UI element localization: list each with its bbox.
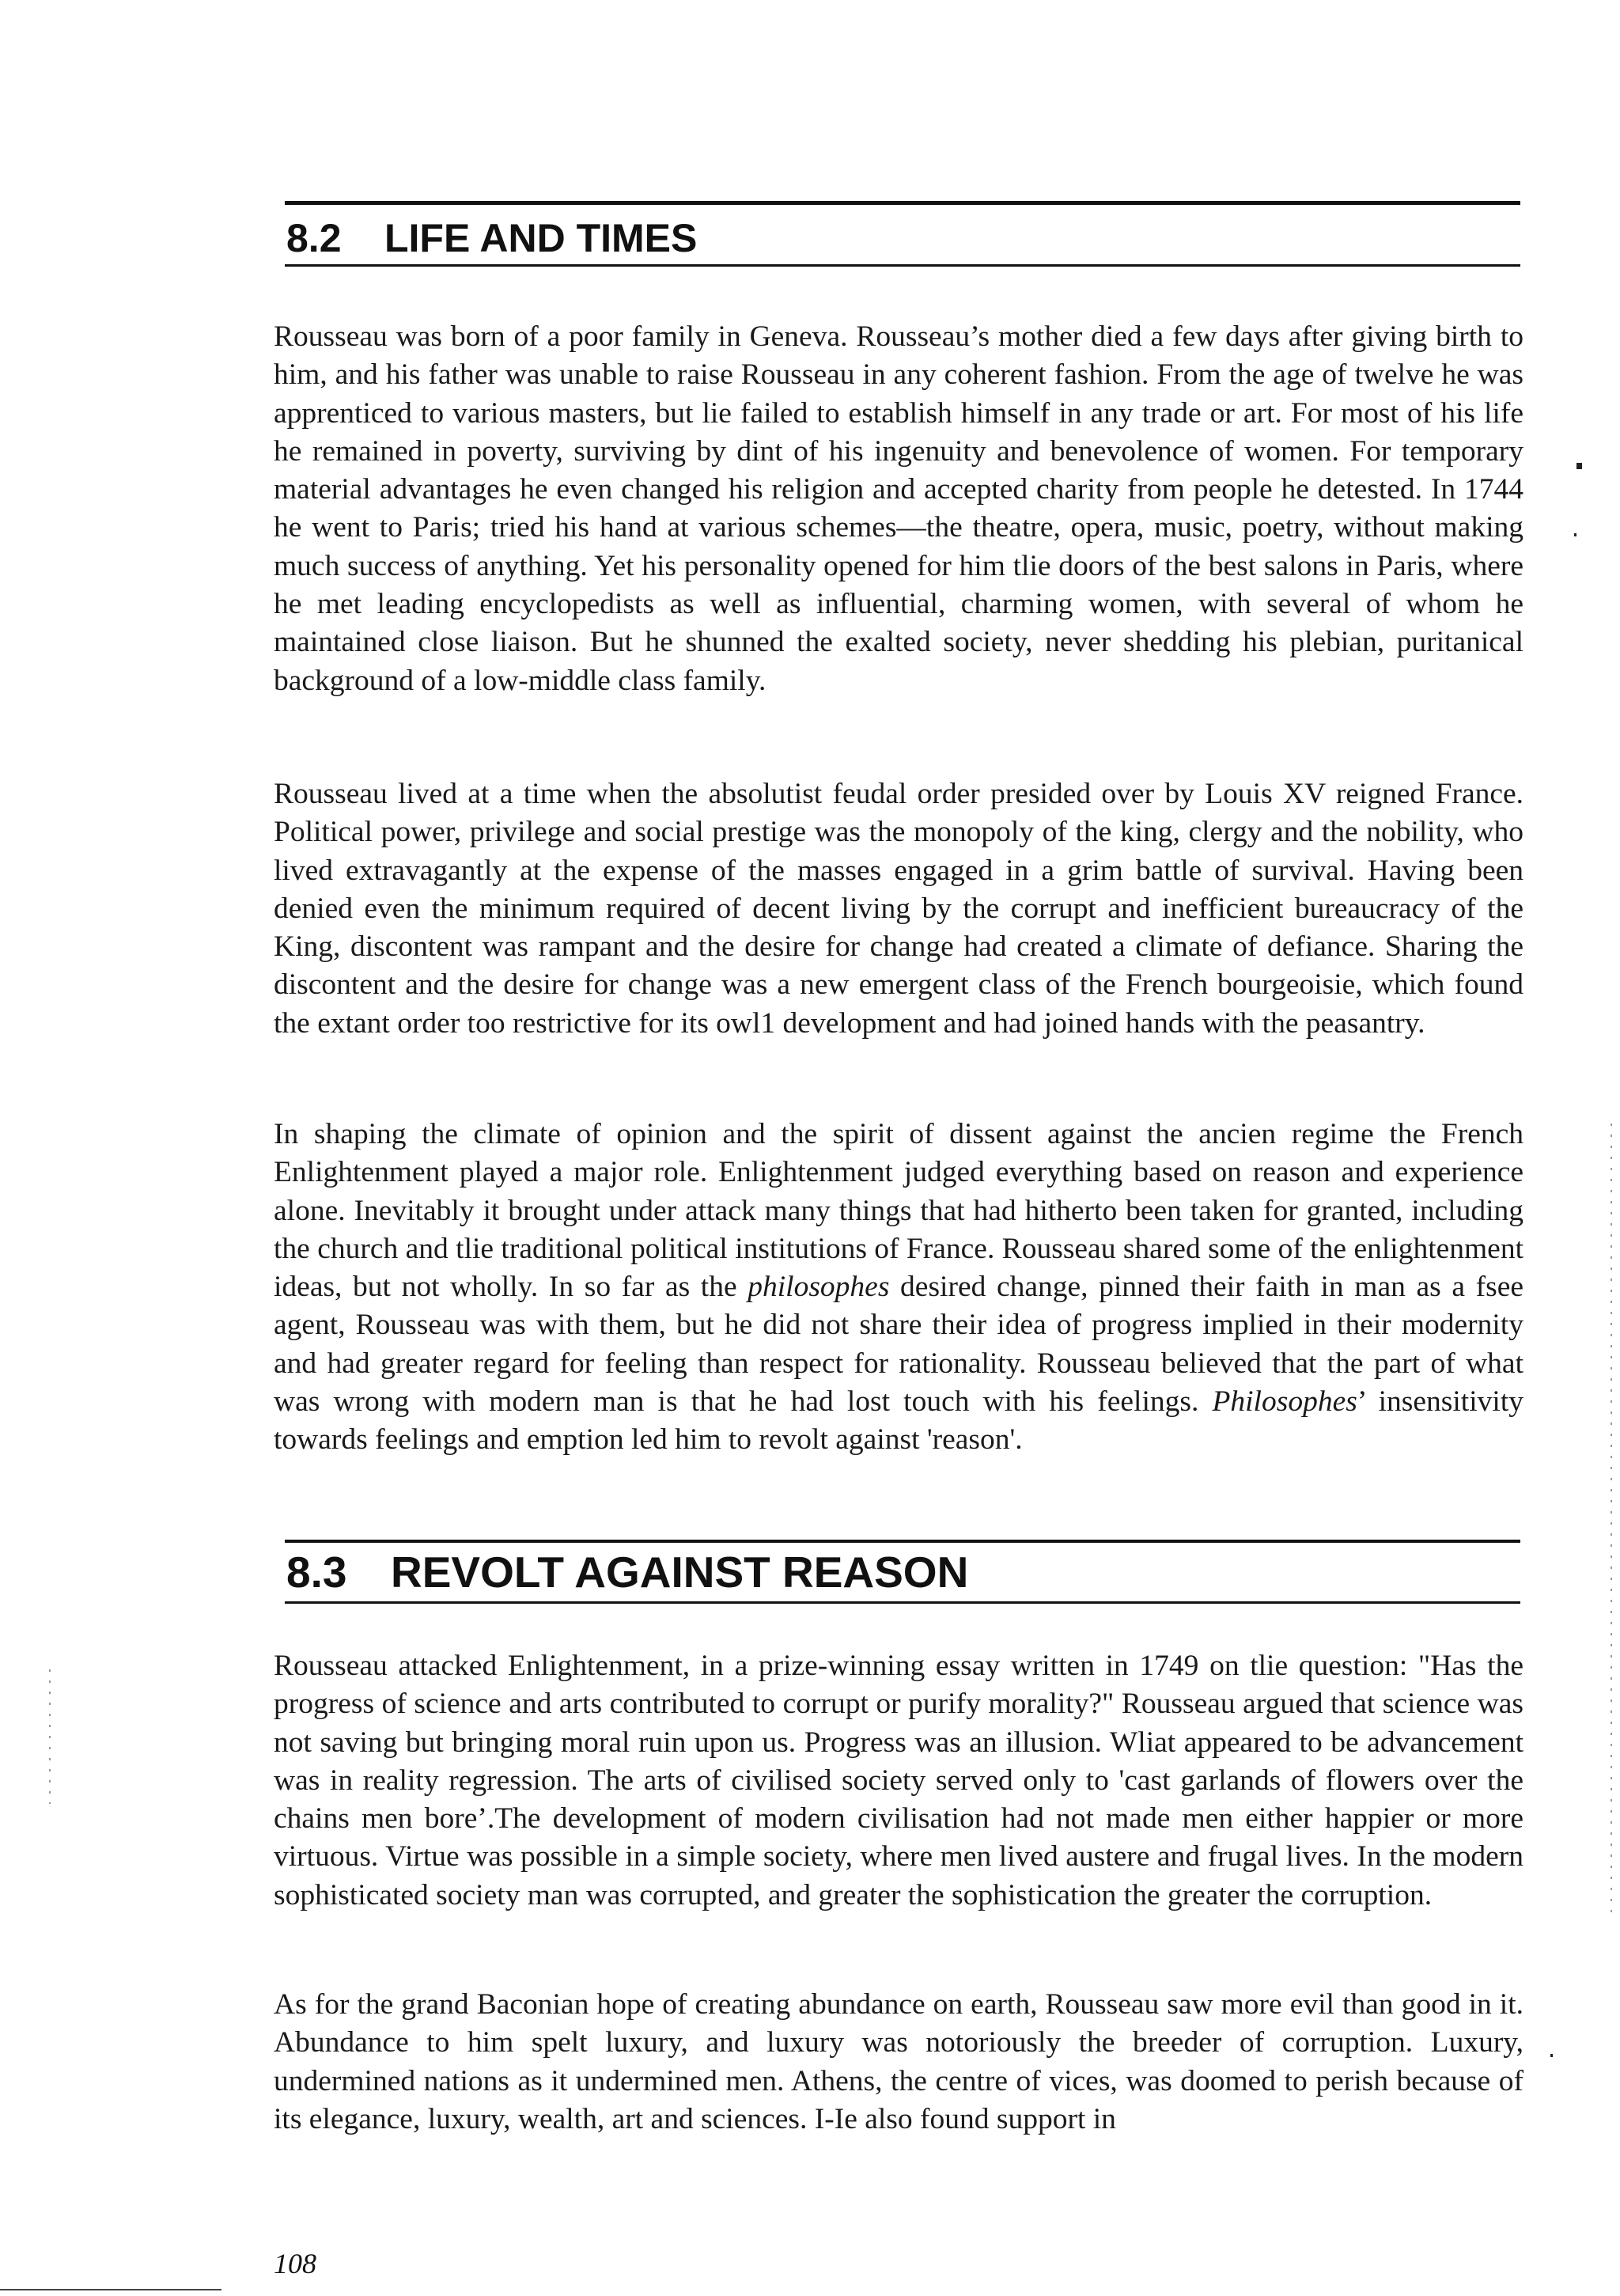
margin-mark [1576, 463, 1582, 469]
section-8-2-title: LIFE AND TIMES [384, 216, 698, 260]
section-8-3-paragraph-1: Rousseau attacked Enlightenment, in a prize-winning essay written in 1749 on tlie question: "Has the progress of science and arts contributed to corrupt or purify morality?" Rousseau argued that science was not saving but bringing moral ruin upon us. Progress was an illusion. Wliat appeared to be advancement was in reality regression. The arts of civilised society served only to 'cast garlands of flowers over the chains men bore’.The development of modern civilisation had not made men either happier or more virtuous. Virtue was possible in a simple society, where men lived austere and frugal lives. In the modern sophisticated society man was corrupted, and greater the sophistication the greater the corruption. [274, 1650, 1523, 1911]
paragraph-text: In shaping the climate of opinion and the spirit of dissent against the ancien regime the French Enlightenment played a major role. Enlightenment judged everything based on reason and experience alone. Inevitably it brought under attack many things that had hitherto been taken for granted, including the church and tlie traditional political institutions of France. Rousseau shared some of the enlightenment ideas, but not wholly. In so far as the [274, 1118, 1523, 1304]
section-8-3-top-rule [285, 1540, 1520, 1543]
section-8-2-paragraph-3 [274, 1116, 1523, 1460]
section-8-3-title: REVOLT AGAINST REASON [391, 1548, 969, 1597]
section-8-2-bottom-rule [285, 264, 1520, 267]
margin-scan-dots [49, 1669, 51, 1804]
bottom-rule [0, 2289, 221, 2290]
section-8-2-paragraph-2: Rousseau lived at a time when the absolutist feudal order presided over by Louis XV reigned France. Political power, privilege and social prestige was the monopoly of the king, clergy and the nobility, who lived extravagantly at the expense of the masses engaged in a grim battle of survival. Having been denied even the minimum required of decent living by the corrupt and inefficient bureaucracy of the King, discontent was rampant and the desire for change had created a climate of defiance. Sharing the discontent and the desire for change was a new emergent class of the French bourgeoisie, which found the extant order too restrictive for its owl1 development and had joined hands with the peasantry. [274, 778, 1523, 1040]
paragraph-text: desired change, pinned their faith in man as a fsee agent, Rousseau was with them, but he did not share their idea of progress implied in their modernity and had greater regard for feeling than respect for rationality. Rousseau believed that the part of what was wrong with modern man is that he had lost touch with his feelings. [274, 1271, 1523, 1419]
section-8-3-paragraph-2: As for the grand Baconian hope of creating abundance on earth, Rousseau saw more evil than good in it. Abundance to him spelt luxury, and luxury was notoriously the breeder of corruption. Luxury, undermined nations as it undermined men. Athens, the centre of vices, was doomed to perish because of its elegance, luxury, wealth, art and sciences. I-Ie also found support in [274, 1988, 1523, 2135]
section-8-3-heading [286, 1548, 969, 1597]
paragraph-text: ’ insensitivity towards feelings and emption led him to revolt against 'reason'. [274, 1385, 1523, 1457]
italic-term: philosophes [748, 1271, 890, 1304]
section-8-2-paragraph-1: Rousseau was born of a poor family in Geneva. Rousseau’s mother died a few days after giving birth to him, and his father was unable to raise Rousseau in any coherent fashion. From the age of twelve he was apprenticed to various masters, but lie failed to establish himself in any trade or art. For most of his life he remained in poverty, surviving by dint of his ingenuity and benevolence of women. For temporary material advantages he even changed his religion and accepted charity from people he detested. In 1744 he went to Paris; tried his hand at various schemes—the theatre, opera, music, poetry, without making much success of anything. Yet his personality opened for him tlie doors of the best salons in Paris, where he met leading encyclopedists as well as influential, charming women, with several of whom he maintained close liaison. But he shunned the exalted society, never shedding his plebian, puritanical background of a low-middle class family. [274, 320, 1523, 697]
italic-term: Philosophes [1212, 1385, 1357, 1419]
section-8-3-bottom-rule [285, 1601, 1520, 1604]
margin-scan-dots [1611, 1123, 1612, 1915]
section-8-2-top-rule [285, 201, 1520, 205]
section-8-2-number: 8.2 [286, 216, 342, 260]
page-number: 108 [274, 2248, 316, 2279]
section-8-2-heading [286, 218, 697, 258]
section-8-3-number: 8.3 [286, 1548, 347, 1597]
margin-mark [1574, 533, 1576, 536]
margin-mark [1550, 2054, 1553, 2057]
